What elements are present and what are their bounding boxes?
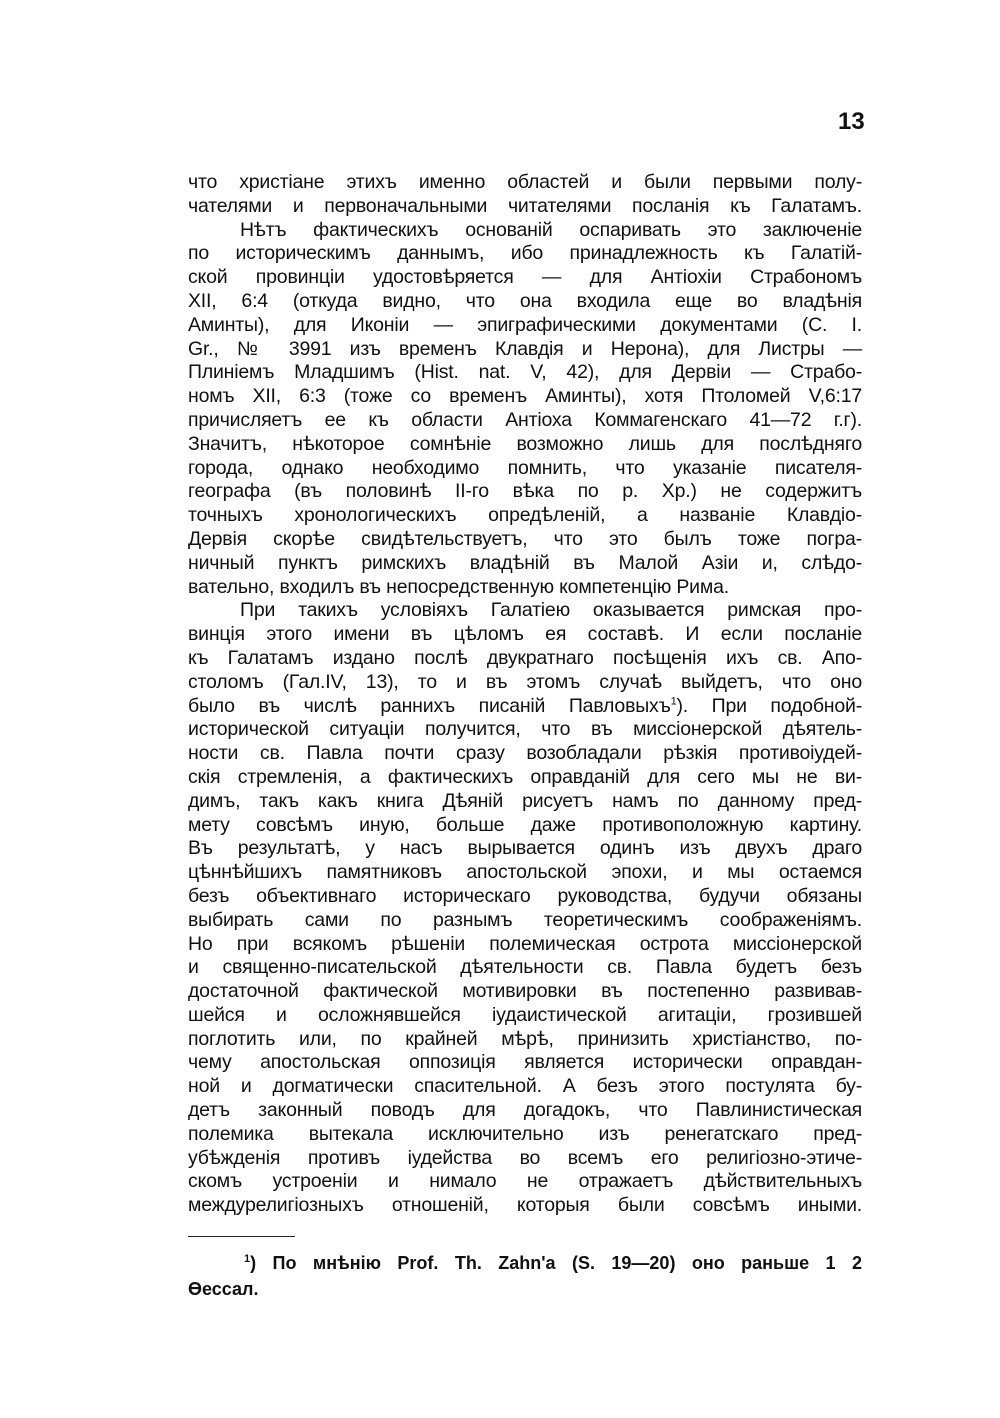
text-line-content: города, однако необходимо помнить, что указанiе писателя- <box>188 456 862 479</box>
text-line-content: чему апостольская оппозицiя является исторически оправдан- <box>188 1051 862 1074</box>
text-line <box>188 837 862 861</box>
footnote <box>188 1250 862 1302</box>
text-line <box>188 671 862 695</box>
text-line-content: по историческимъ даннымъ, ибо принадлежность къ Галатiй- <box>188 242 862 265</box>
text-line-content: междурелигiозныхъ отношенiй, которыя были совсѣмъ иными. <box>188 1194 862 1217</box>
text-line-content: чателями и первоначальными читателями посланiя къ Галатамъ. <box>188 194 862 217</box>
text-line <box>188 1194 862 1218</box>
text-line <box>188 861 862 885</box>
text-line-content: убѣжденiя противъ iудейства во всемъ его религiозно-этиче- <box>188 1146 862 1169</box>
footnote-reference[interactable]: 1 <box>670 695 677 708</box>
text-line <box>188 1028 862 1052</box>
text-line <box>188 1099 862 1123</box>
text-line-content: причисляетъ ее къ области Антiоха Коммагенскаго 41—72 г.г). <box>188 408 862 431</box>
text-line-content: выбирать сами по разнымъ теоретическимъ соображенiямъ. <box>188 908 862 931</box>
text-line <box>188 266 862 290</box>
text-line <box>188 980 862 1004</box>
page-number: 13 <box>838 108 865 135</box>
text-line-content: Gr., № 3991 изъ временъ Клавдiя и Нерона), для Листры — <box>188 337 862 360</box>
text-line-content: Но при всякомъ рѣшенiи полемическая острота миссiонерской <box>188 932 862 955</box>
text-line-content: скiя стремленiя, а фактическихъ оправданiй для сего мы не ви- <box>188 765 862 788</box>
text-line-content: вательно, входилъ въ непосредственную компетенцiю Рима. <box>188 575 729 598</box>
text-line <box>188 909 862 933</box>
text-line <box>188 195 862 219</box>
text-line-content: ной и догматически спасительной. А безъ этого постулята бу- <box>188 1075 862 1098</box>
text-line <box>188 480 862 504</box>
text-line <box>188 1075 862 1099</box>
text-line-content: димъ, такъ какъ книга Дѣянiй рисуетъ намъ по данному пред- <box>188 789 862 812</box>
text-line <box>188 790 862 814</box>
text-line <box>188 1147 862 1171</box>
text-line-content: Плинiемъ Младшимъ (Hist. nat. V, 42), для Дервiи — Страбо- <box>188 361 862 384</box>
text-line-content: шейся и осложнявшейся iудаистической агитацiи, грозившей <box>188 1003 862 1026</box>
text-line-content: XII, 6:4 (откуда видно, что она входила еще во владѣнiя <box>188 289 862 312</box>
text-line <box>188 599 862 623</box>
text-line-content: скомъ устроенiи и нимало не отражаетъ дѣйствительныхъ <box>188 1170 862 1193</box>
text-line <box>188 171 862 195</box>
text-line <box>188 433 862 457</box>
text-line <box>188 290 862 314</box>
footnote-divider <box>188 1236 295 1237</box>
text-line-content: цѣннѣйшихъ памятниковъ апостольской эпохи, и мы остаемся <box>188 861 862 884</box>
text-line <box>188 219 862 243</box>
text-line <box>188 314 862 338</box>
text-line <box>188 647 862 671</box>
text-line <box>188 1170 862 1194</box>
footnote-line: Өессал. <box>188 1279 259 1299</box>
text-line-content: точныхъ хронологическихъ опредѣленiй, а названiе Клавдiо- <box>188 504 862 527</box>
text-line-content: При такихъ условiяхъ Галатiею оказывается римская про- <box>240 599 862 622</box>
body-text <box>188 171 862 1218</box>
text-line <box>188 361 862 385</box>
text-line-content: что христiане этихъ именно областей и были первыми полу- <box>188 171 862 193</box>
text-line-content: столомъ (Гал.IV, 13), то и въ этомъ случаѣ выйдетъ, что оно <box>188 670 862 693</box>
text-line <box>188 1123 862 1147</box>
text-line <box>188 1051 862 1075</box>
text-line <box>188 766 862 790</box>
text-line <box>188 718 862 742</box>
text-line-content: Аминты), для Иконiи — эпиграфическими документами (C. I. <box>188 313 862 336</box>
text-line-content: ности св. Павла почти сразу возобладали рѣзкiя противоiудей- <box>188 742 862 765</box>
text-line-content: винцiя этого имени въ цѣломъ ея составѣ. И если посланiе <box>188 623 862 646</box>
text-line-content: ). При подобной- <box>676 694 862 717</box>
text-line <box>188 1004 862 1028</box>
text-line <box>188 242 862 266</box>
text-line-content: Дервiя скорѣе свидѣтельствуетъ, что это былъ тоже погра- <box>188 527 862 550</box>
text-line <box>188 552 862 576</box>
footnote-marker: 1 <box>244 1253 251 1265</box>
text-line <box>188 742 862 766</box>
text-line <box>188 457 862 481</box>
text-line-content: и священно-писательской дѣятельности св. Павла будетъ безъ <box>188 956 862 979</box>
text-line <box>188 409 862 433</box>
text-line-content: было въ числѣ раннихъ писанiй Павловыхъ <box>188 694 671 717</box>
text-line-content: Нѣтъ фактическихъ основанiй оспаривать это заключенiе <box>240 218 862 241</box>
text-line-content: ской провинцiи удостовѣряется — для Антiохiи Страбономъ <box>188 266 862 289</box>
text-line <box>188 576 862 600</box>
text-line-content: къ Галатамъ издано послѣ двукратнаго посѣщенiя ихъ св. Апо- <box>188 646 862 669</box>
text-line-content: Значитъ, нѣкоторое сомнѣнiе возможно лишь для послѣдняго <box>188 432 862 455</box>
text-line <box>188 956 862 980</box>
text-line <box>188 814 862 838</box>
text-line <box>188 528 862 552</box>
text-line <box>188 338 862 362</box>
text-line-content: полемика вытекала исключительно изъ ренегатскаго пред- <box>188 1122 862 1145</box>
text-line <box>188 933 862 957</box>
text-line-content: безъ объективнаго историческаго руководства, будучи обязаны <box>188 884 862 907</box>
footnote-line <box>188 1250 862 1276</box>
text-line-content: географа (въ половинѣ II-го вѣка по р. Хр.) не содержитъ <box>188 480 862 503</box>
text-line-content: номъ XII, 6:3 (тоже со временъ Аминты), хотя Птоломей V,6:17 <box>188 385 862 408</box>
text-line-content: детъ законный поводъ для догадокъ, что Павлинистическая <box>188 1099 862 1122</box>
text-line-content: Въ результатѣ, у насъ вырывается одинъ изъ двухъ драго <box>188 837 862 860</box>
text-line-content: достаточной фактической мотивировки въ постепенно развивав- <box>188 980 862 1003</box>
text-line-content: исторической ситуацiи получится, что въ миссiонерской дѣятель- <box>188 718 862 741</box>
text-line-content: поглотить или, по крайней мѣрѣ, принизить христiанство, по- <box>188 1027 862 1050</box>
text-line-content: мету совсѣмъ иную, больше даже противоположную картину. <box>188 813 862 836</box>
text-line <box>188 885 862 909</box>
text-line-content: ничный пунктъ римскихъ владѣнiй въ Малой Азiи и, слѣдо- <box>188 551 862 574</box>
text-line <box>188 623 862 647</box>
footnote-text: ) По мнѣнiю Prof. Th. Zahn'a (S. 19—20) оно раньше 1 2 <box>250 1253 862 1273</box>
text-line <box>188 504 862 528</box>
text-line <box>188 695 862 719</box>
text-line <box>188 385 862 409</box>
